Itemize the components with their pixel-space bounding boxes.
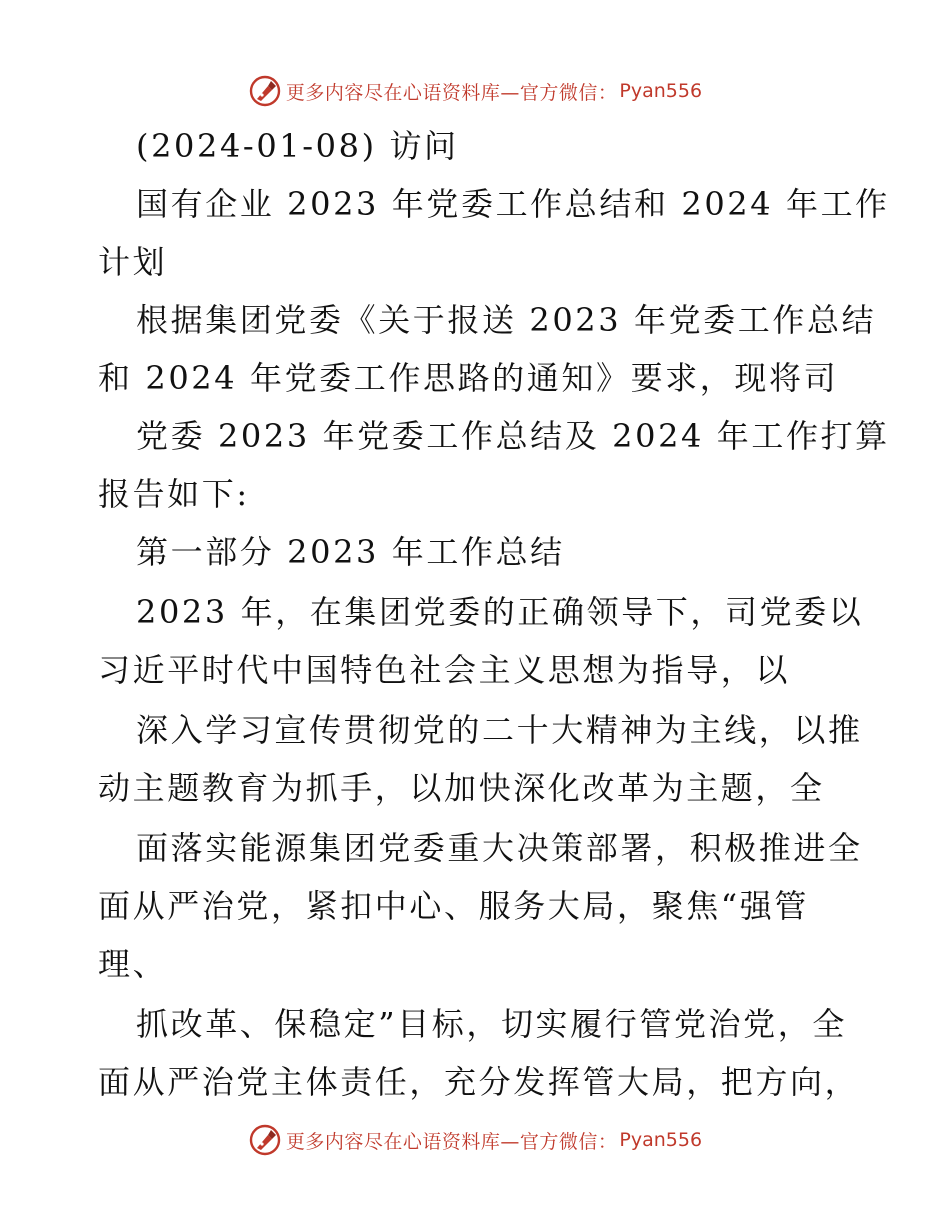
text-line: 党委 2023 年党委工作总结及 2024 年工作打算 bbox=[136, 417, 890, 455]
text-line: 抓改革、保稳定”目标，切实履行管党治党，全 bbox=[136, 1005, 847, 1043]
header-banner bbox=[0, 71, 950, 111]
text-line: (2024-01-08) 访问 bbox=[136, 127, 459, 165]
text-line: 习近平时代中国特色社会主义思想为指导，以 bbox=[98, 651, 791, 689]
pen-nib-circle-icon bbox=[248, 1123, 282, 1157]
text-line: 根据集团党委《关于报送 2023 年党委工作总结 bbox=[136, 301, 877, 339]
text-line: 计划 bbox=[98, 243, 168, 281]
pen-nib-circle-icon bbox=[248, 74, 282, 108]
text-line: 国有企业 2023 年党委工作总结和 2024 年工作 bbox=[136, 185, 890, 223]
footer-banner bbox=[0, 1120, 950, 1160]
text-line: 第一部分 2023 年工作总结 bbox=[136, 533, 565, 571]
text-line: 面从严治党主体责任，充分发挥管大局，把方向， bbox=[98, 1063, 860, 1101]
banner-text: 更多内容尽在心语资料库—官方微信： bbox=[285, 81, 618, 104]
text-line: 动主题教育为抓手，以加快深化改革为主题，全 bbox=[98, 769, 825, 807]
banner-text: 更多内容尽在心语资料库—官方微信： bbox=[285, 1130, 618, 1153]
text-line: 2023 年，在集团党委的正确领导下，司党委以 bbox=[136, 593, 864, 631]
text-line: 面从严治党，紧扣中心、服务大局，聚焦“强管 bbox=[98, 887, 809, 925]
text-line: 报告如下: bbox=[98, 475, 250, 513]
text-line: 深入学习宣传贯彻党的二十大精神为主线，以推 bbox=[136, 711, 863, 749]
text-line: 和 2024 年党委工作思路的通知》要求，现将司 bbox=[98, 359, 839, 397]
text-line: 理、 bbox=[98, 945, 168, 983]
banner-wechat-id: Pyan556 bbox=[619, 80, 703, 102]
text-line: 面落实能源集团党委重大决策部署，积极推进全 bbox=[136, 829, 863, 867]
banner-wechat-id: Pyan556 bbox=[619, 1129, 703, 1151]
